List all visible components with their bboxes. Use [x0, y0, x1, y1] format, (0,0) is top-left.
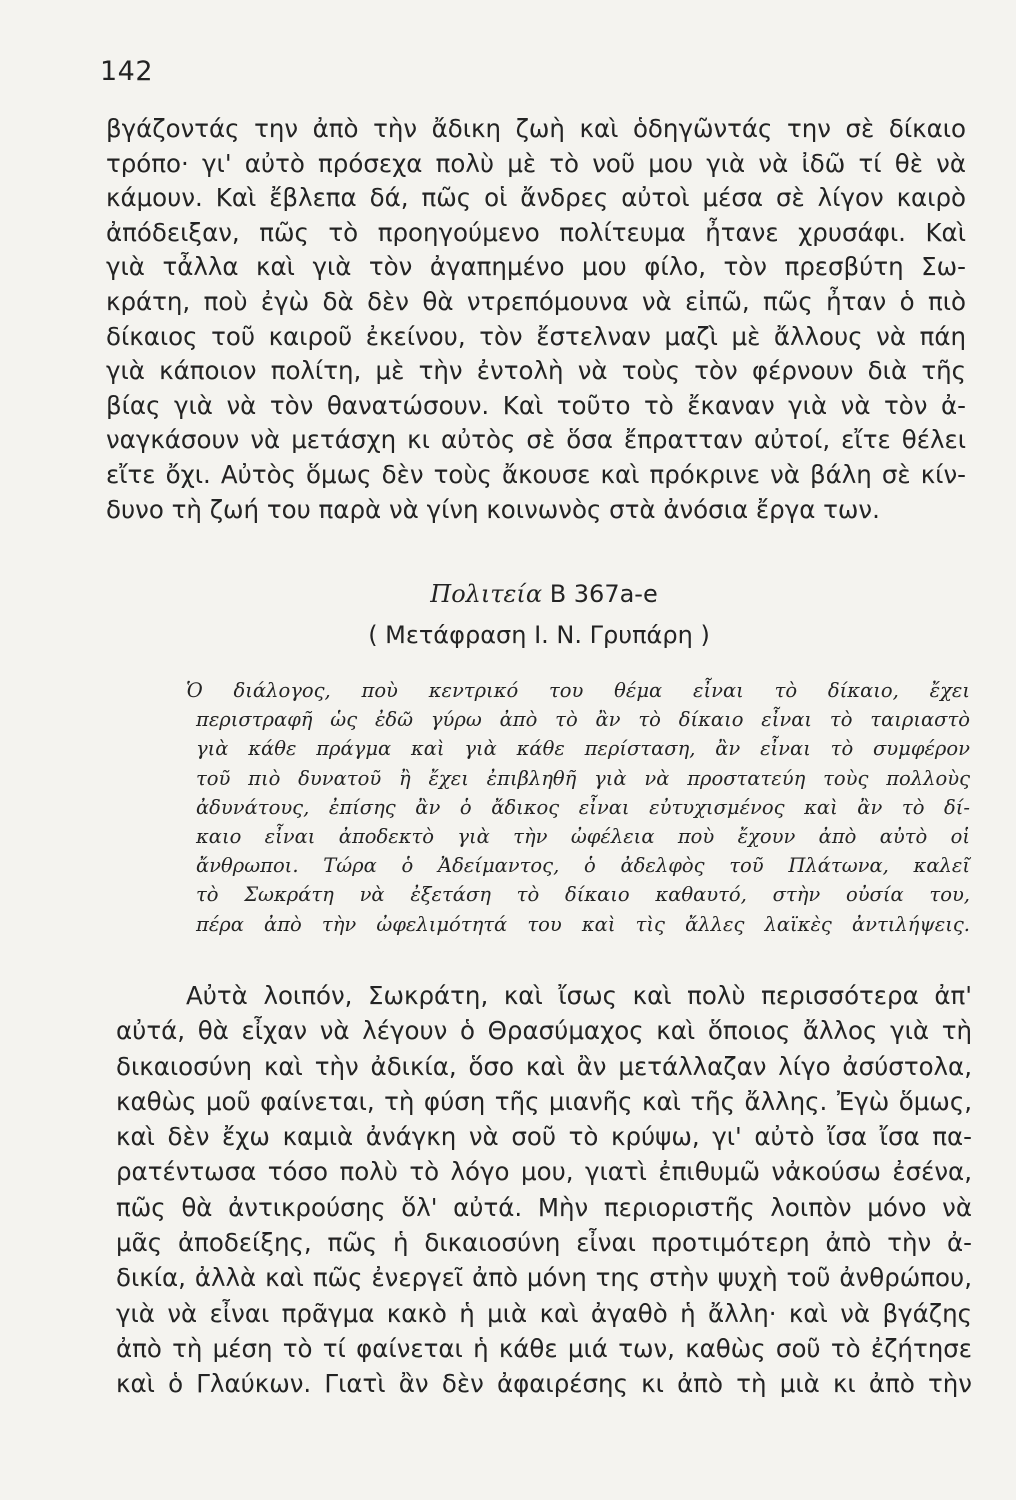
text-line: εἴτε ὄχι. Αὐτὸς ὅμως δὲν τοὺς ἄκουσε καὶ πρόκρινε νὰ βάλη σὲ κίν- [106, 459, 966, 489]
translator-credit: ( Μετάφραση Ι. Ν. Γρυπάρη ) [368, 621, 710, 649]
text-line: δικαιοσύνη καὶ τὴν ἀδικία, ὅσο καὶ ἂν μετάλλαζαν λίγο ἀσύστολα, [116, 1051, 972, 1081]
text-line: ἀπόδειξαν, πῶς τὸ προηγούμενο πολίτευμα ἦτανε χρυσάφι. Καὶ [106, 217, 966, 247]
work-reference: Β 367a-e [549, 580, 658, 608]
main-paragraph-1 [106, 112, 966, 527]
text-line: γιὰ κάποιον πολίτη, μὲ τὴν ἐντολὴ νὰ τοὺς τὸν φέρνουν διὰ τῆς [106, 356, 966, 386]
text-line: καὶ ὁ Γλαύκων. Γιατὶ ἂν δὲν ἀφαιρέσης κι ἀπὸ τὴ μιὰ κι ἀπὸ τὴν [116, 1369, 972, 1399]
text-line: δίκαιος τοῦ καιροῦ ἐκείνου, τὸν ἔστελναν μαζὶ μὲ ἄλλους νὰ πάη [106, 321, 966, 351]
text-line: Αὐτὰ λοιπόν, Σωκράτη, καὶ ἴσως καὶ πολὺ περισσότερα ἀπ' [186, 981, 972, 1010]
text-line: βίας γιὰ νὰ τὸν θανατώσουν. Καὶ τοῦτο τὸ ἔκαναν γιὰ νὰ τὸν ἀ- [106, 390, 966, 420]
text-line: ρατέντωσα τόσο πολὺ τὸ λόγο μου, γιατὶ ἐπιθυμῶ νἀκούσω ἐσένα, [116, 1157, 972, 1187]
text-line: αὐτά, θὰ εἶχαν νὰ λέγουν ὁ Θρασύμαχος καὶ ὅποιος ἄλλος γιὰ τὴ [116, 1016, 972, 1046]
commentary-line: Ὁ διάλογος, ποὺ κεντρικό του θέμα εἶναι τὸ δίκαιο, ἔχει [186, 679, 970, 702]
text-line: δικία, ἀλλὰ καὶ πῶς ἐνεργεῖ ἀπὸ μόνη της στὴν ψυχὴ τοῦ ἀνθρώπου, [116, 1263, 972, 1293]
work-title: Πολιτεία [430, 580, 543, 608]
text-line: καὶ δὲν ἔχω καμιὰ ἀνάγκη νὰ σοῦ τὸ κρύψω, γι' αὐτὸ ἴσα ἴσα πα- [116, 1122, 972, 1152]
text-line: ναγκάσουν νὰ μετάσχη κι αὐτὸς σὲ ὅσα ἔπρατταν αὐτοί, εἴτε θέλει [106, 425, 966, 455]
commentary-line: περιστραφῆ ὡς ἐδῶ γύρω ἀπὸ τὸ ἂν τὸ δίκαιο εἶναι τὸ ταιριαστὸ [196, 708, 970, 732]
text-line: γιὰ νὰ εἶναι πρᾶγμα κακὸ ἡ μιὰ καὶ ἀγαθὸ ἡ ἄλλη· καὶ νὰ βγάζης [116, 1298, 972, 1328]
text-line: δυνο τὴ ζωή του παρὰ νὰ γίνη κοινωνὸς στὰ ἀνόσια ἔργα των. [106, 494, 880, 524]
editorial-commentary [186, 676, 970, 939]
text-line: τρόπο· γι' αὐτὸ πρόσεχα πολὺ μὲ τὸ νοῦ μου γιὰ νὰ ἰδῶ τί θὲ νὰ [106, 148, 966, 178]
commentary-line: τοῦ πιὸ δυνατοῦ ἢ ἔχει ἐπιβληθῆ γιὰ νὰ προστατεύη τοὺς πολλοὺς [196, 766, 970, 790]
text-line: καθὼς μοῦ φαίνεται, τὴ φύση τῆς μιανῆς καὶ τῆς ἄλλης. Ἐγὼ ὅμως, [116, 1086, 972, 1116]
commentary-line: τὸ Σωκράτη νὰ ἐξετάση τὸ δίκαιο καθαυτό, στὴν οὐσία του, [196, 883, 970, 907]
text-line: βγάζοντάς την ἀπὸ τὴν ἄδικη ζωὴ καὶ ὁδηγῶντάς την σὲ δίκαιο [106, 114, 966, 143]
text-line: πῶς θὰ ἀντικρούσης ὅλ' αὐτά. Μὴν περιοριστῆς λοιπὸν μόνο νὰ [116, 1192, 972, 1222]
page-number: 142 [100, 56, 154, 87]
source-citation [0, 580, 1016, 608]
text-line: μᾶς ἀποδείξης, πῶς ἡ δικαιοσύνη εἶναι προτιμότερη ἀπὸ τὴν ἀ- [116, 1228, 972, 1258]
text-line: ἀπὸ τὴ μέση τὸ τί φαίνεται ἡ κάθε μιά των, καθὼς σοῦ τὸ ἐζήτησε [116, 1333, 972, 1363]
commentary-line: καιο εἶναι ἀποδεκτὸ γιὰ τὴν ὠφέλεια ποὺ ἔχουν ἀπὸ αὐτὸ οἱ [196, 825, 970, 849]
main-paragraph-2 [116, 978, 972, 1402]
commentary-line: γιὰ κάθε πράγμα καὶ γιὰ κάθε περίσταση, ἂν εἶναι τὸ συμφέρον [196, 737, 970, 761]
commentary-line: ἀδυνάτους, ἐπίσης ἂν ὁ ἄδικος εἶναι εὐτυχισμένος καὶ ἂν τὸ δί- [196, 795, 970, 819]
commentary-line: πέρα ἀπὸ τὴν ὠφελιμότητά του καὶ τὶς ἄλλες λαϊκὲς ἀντιλήψεις. [196, 912, 970, 936]
text-line: κράτη, ποὺ ἐγὼ δὰ δὲν θὰ ντρεπόμουνα νὰ εἰπῶ, πῶς ἦταν ὁ πιὸ [106, 286, 966, 316]
text-line: γιὰ τἆλλα καὶ γιὰ τὸν ἀγαπημένο μου φίλο, τὸν πρεσβύτη Σω- [106, 252, 966, 282]
text-line: κάμουν. Καὶ ἔβλεπα δά, πῶς οἱ ἄνδρες αὐτοὶ μέσα σὲ λίγον καιρὸ [106, 183, 966, 213]
commentary-line: ἄνθρωποι. Τώρα ὁ Ἀδείμαντος, ὁ ἀδελφὸς τοῦ Πλάτωνα, καλεῖ [196, 854, 970, 878]
